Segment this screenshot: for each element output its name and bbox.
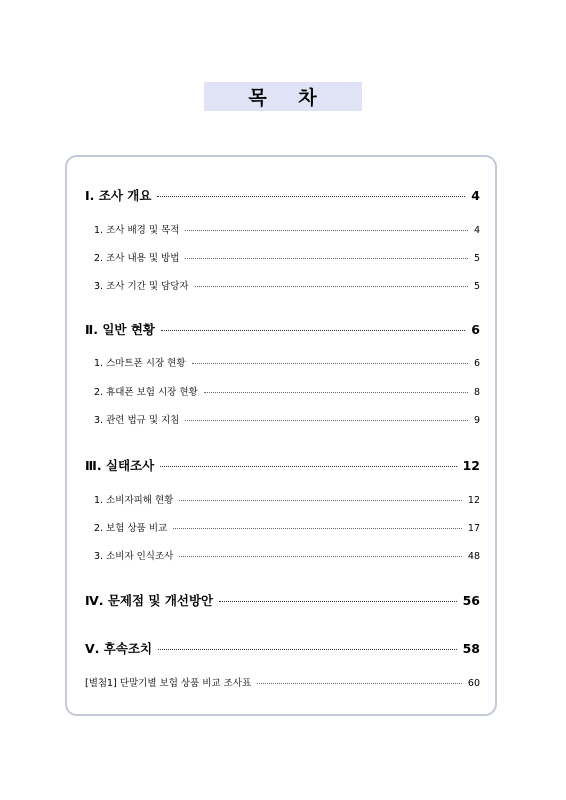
- toc-item-1-1[interactable]: [94, 222, 480, 236]
- toc-page-number: 8: [473, 387, 480, 398]
- dot-leader: [192, 363, 468, 364]
- dot-leader: [179, 556, 462, 557]
- toc-item-label: 3. 조사 기간 및 담당자: [94, 281, 189, 292]
- dot-leader: [160, 466, 456, 467]
- toc-section-label: Ⅰ. 조사 개요: [85, 188, 152, 203]
- toc-page-number: 56: [462, 593, 480, 608]
- toc-item-label: 3. 관련 법규 및 지침: [94, 415, 180, 426]
- toc-appendix-label: [별첨1] 단말기별 보험 상품 비교 조사표: [85, 678, 252, 689]
- toc-appendix[interactable]: [85, 675, 480, 689]
- toc-title: 목 차: [248, 87, 318, 109]
- toc-section-3[interactable]: [85, 456, 480, 474]
- toc-page-number: 6: [471, 322, 480, 337]
- dot-leader: [179, 500, 462, 501]
- toc-item-label: 1. 소비자피해 현황: [94, 495, 174, 506]
- dot-leader: [185, 230, 468, 231]
- toc-item-1-2[interactable]: [94, 250, 480, 264]
- toc-item-label: 1. 조사 배경 및 목적: [94, 225, 180, 236]
- toc-item-label: 3. 소비자 인식조사: [94, 551, 174, 562]
- toc-item-3-1[interactable]: [94, 492, 480, 506]
- toc-item-label: 1. 스마트폰 시장 현황: [94, 358, 186, 369]
- toc-page-number: 12: [462, 458, 480, 473]
- toc-section-5[interactable]: [85, 639, 480, 657]
- dot-leader: [185, 258, 468, 259]
- dot-leader: [185, 420, 468, 421]
- toc-section-2[interactable]: [85, 320, 480, 338]
- toc-item-label: 2. 보험 상품 비교: [94, 523, 168, 534]
- toc-page-number: 58: [462, 641, 480, 656]
- toc-page-number: 6: [473, 358, 480, 369]
- toc-section-label: Ⅳ. 문제점 및 개선방안: [85, 593, 214, 608]
- toc-section-4[interactable]: [85, 591, 480, 609]
- toc-item-2-3[interactable]: [94, 412, 480, 426]
- toc-page-number: 60: [467, 678, 480, 689]
- toc-section-label: Ⅴ. 후속조치: [85, 641, 153, 656]
- dot-leader: [173, 528, 462, 529]
- toc-page-number: 48: [467, 551, 480, 562]
- toc-page-number: 17: [467, 523, 480, 534]
- toc-page-number: 4: [473, 225, 480, 236]
- toc-page-number: 12: [467, 495, 480, 506]
- dot-leader: [257, 683, 462, 684]
- dot-leader: [204, 392, 468, 393]
- dot-leader: [219, 601, 456, 602]
- toc-section-1[interactable]: [85, 186, 480, 204]
- toc-item-3-3[interactable]: [94, 548, 480, 562]
- toc-page-number: 4: [471, 188, 480, 203]
- toc-item-2-2[interactable]: [94, 384, 480, 398]
- toc-section-label: Ⅲ. 실태조사: [85, 458, 155, 473]
- toc-page-number: 5: [473, 253, 480, 264]
- dot-leader: [195, 286, 468, 287]
- dot-leader: [157, 196, 465, 197]
- toc-page-number: 9: [473, 415, 480, 426]
- toc-item-label: 2. 휴대폰 보험 시장 현황: [94, 387, 198, 398]
- toc-section-label: Ⅱ. 일반 현황: [85, 322, 155, 337]
- toc-item-1-3[interactable]: [94, 278, 480, 292]
- toc-item-3-2[interactable]: [94, 520, 480, 534]
- toc-title-box: [204, 82, 362, 111]
- toc-item-label: 2. 조사 내용 및 방법: [94, 253, 180, 264]
- dot-leader: [161, 330, 465, 331]
- toc-page-number: 5: [473, 281, 480, 292]
- dot-leader: [158, 649, 457, 650]
- toc-frame: [65, 155, 497, 716]
- toc-item-2-1[interactable]: [94, 355, 480, 369]
